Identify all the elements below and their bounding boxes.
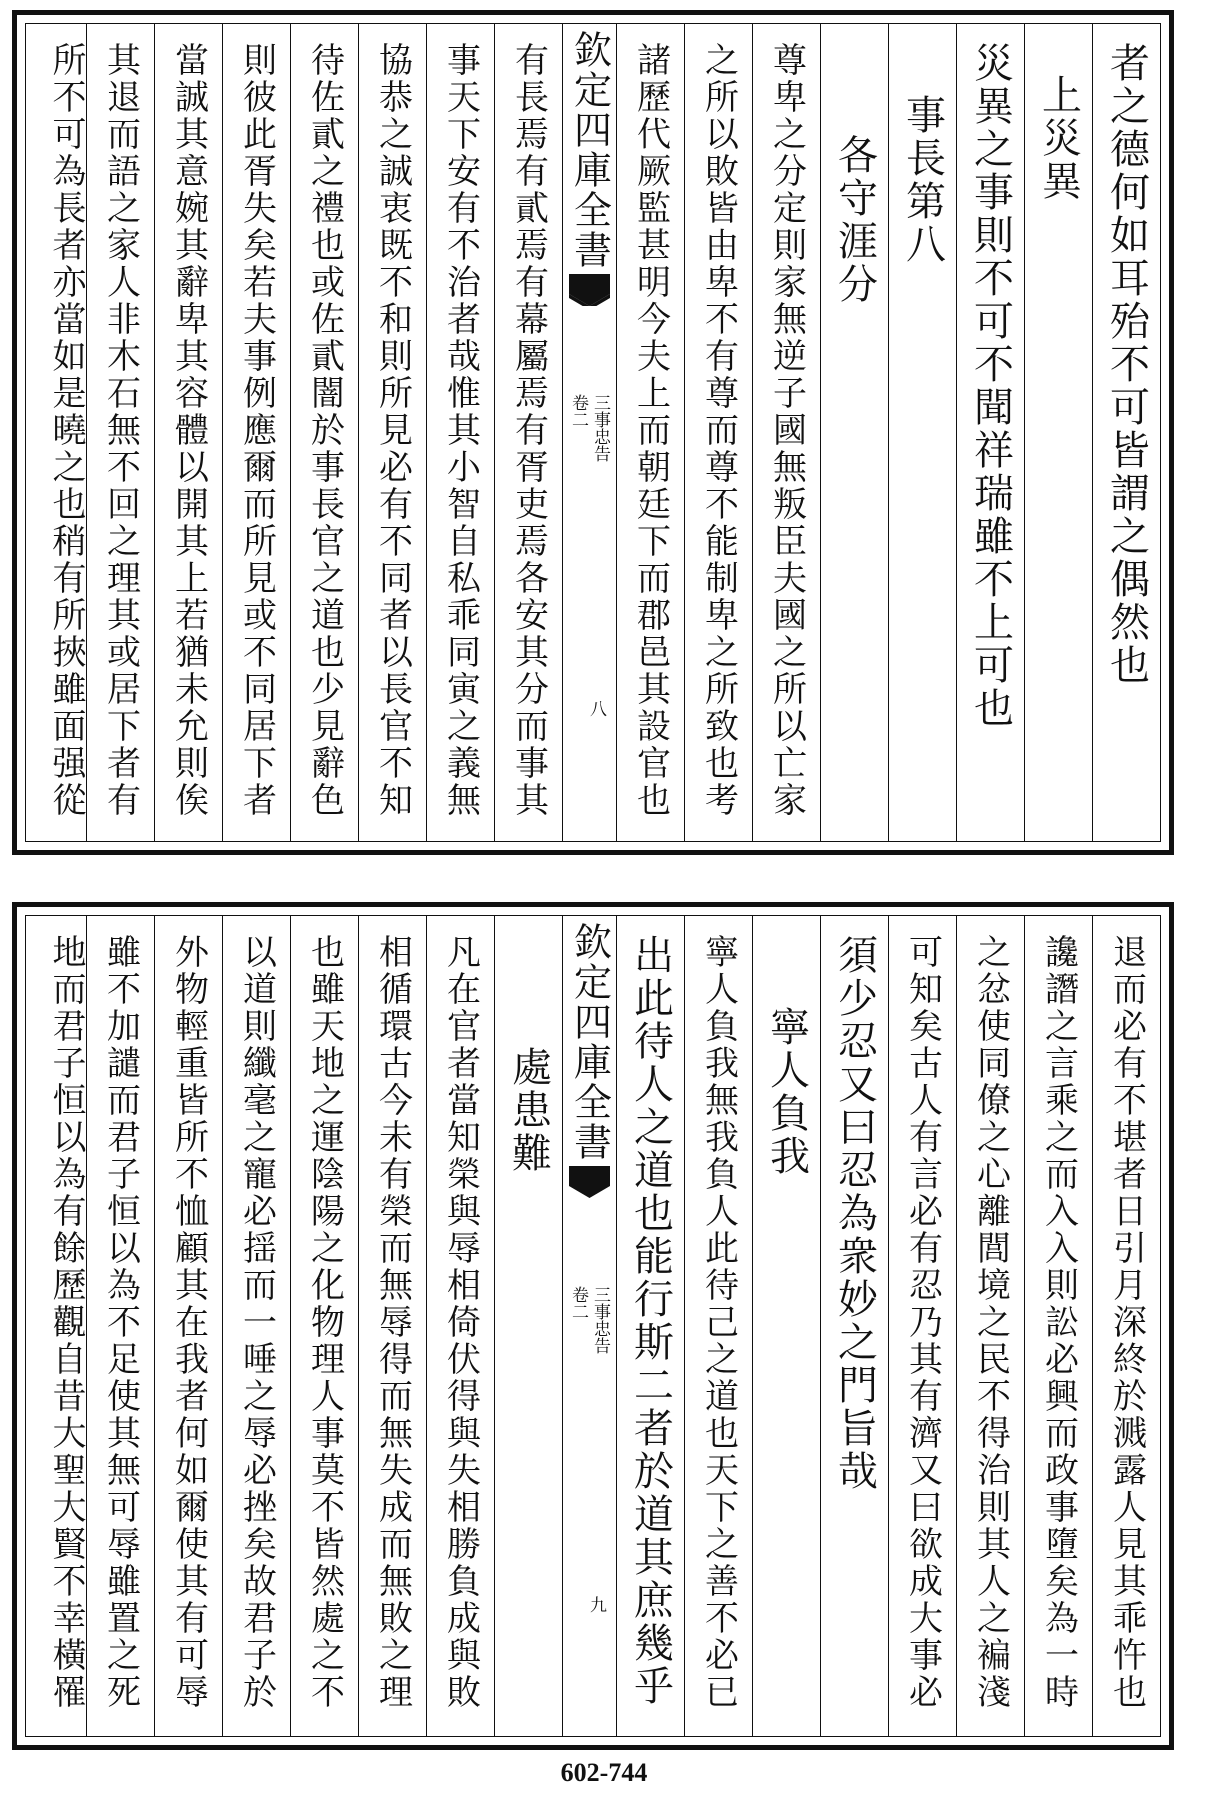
text-column: [820, 916, 888, 1736]
book-name-label: 三事忠告: [590, 1286, 610, 1354]
text-column: [86, 916, 154, 1736]
column-text: 地而君子恒以為有餘歷觀自昔大聖大賢不幸橫罹: [46, 934, 86, 1711]
book-name-label: 三事忠告: [590, 394, 610, 462]
text-column: [888, 916, 956, 1736]
fishtail-mark: [569, 1166, 610, 1198]
column-text: 相循環古今未有榮而無辱得而無失成而無敗之理: [372, 934, 413, 1711]
text-column: [358, 24, 426, 841]
text-column: [46, 916, 86, 1736]
text-column: [1092, 916, 1160, 1736]
text-column: [752, 916, 820, 1736]
volume-label: 卷二: [568, 394, 588, 428]
text-column: [426, 916, 494, 1736]
book-title: 欽定四庫全書: [567, 922, 612, 1162]
bottom-page-panel: [12, 902, 1174, 1750]
center-fold-column: [562, 24, 616, 841]
text-column: [290, 24, 358, 841]
fishtail-mark: [569, 274, 610, 306]
column-text: 可知矣古人有言必有忍乃其有濟又曰欲成大事必: [902, 934, 943, 1711]
section-heading: 上災異: [1035, 74, 1082, 203]
text-column: [684, 916, 752, 1736]
column-text: 當誠其意婉其辭卑其容體以開其上若猶未允則俟: [168, 42, 209, 819]
text-column: [1092, 24, 1160, 841]
text-column: [222, 24, 290, 841]
text-column: [684, 24, 752, 841]
column-text: 諸歷代厥監甚明今夫上而朝廷下而郡邑其設官也: [630, 42, 671, 819]
text-column: [888, 24, 956, 841]
text-column: [46, 24, 86, 841]
text-column: [222, 916, 290, 1736]
column-text: 災異之事則不可不聞祥瑞雖不上可也: [967, 42, 1014, 730]
column-text: 則彼此胥失矣若夫事例應爾而所見或不同居下者: [236, 42, 277, 819]
column-text: 待佐貳之禮也或佐貳闇於事長官之道也少見辭色: [304, 42, 345, 819]
top-page-columns: [26, 24, 1160, 841]
volume-label: 卷二: [568, 1286, 588, 1320]
section-heading: 各守涯分: [831, 134, 878, 306]
column-text: 所不可為長者亦當如是曉之也稍有所挾雖面强從: [46, 42, 86, 819]
folio-number: 八: [586, 700, 606, 717]
text-column: [1024, 916, 1092, 1736]
column-text: 退而必有不堪者日引月深終於溅露人見其乖忤也: [1106, 934, 1147, 1711]
column-text: 凡在官者當知榮與辱相倚伏得與失相勝負成與敗: [440, 934, 481, 1711]
text-column: [358, 916, 426, 1736]
book-title: 欽定四庫全書: [567, 30, 612, 270]
text-column: [956, 24, 1024, 841]
text-column: [154, 24, 222, 841]
column-text: 寧人負我無我負人此待己之道也天下之善不必已: [698, 934, 739, 1711]
column-text: 讒譖之言乘之而入入則訟必興而政事墮矣為一時: [1038, 934, 1079, 1711]
bottom-page-columns: [26, 916, 1160, 1736]
folio-number: 九: [586, 1596, 606, 1613]
column-text: 者之德何如耳殆不可皆謂之偶然也: [1103, 42, 1150, 687]
text-column: [494, 24, 562, 841]
center-fold-column: [562, 916, 616, 1736]
text-column: [426, 24, 494, 841]
column-text: 以道則纖毫之寵必揺而一唾之辱必挫矣故君子於: [236, 934, 277, 1711]
column-text: 之忿使同僚之心離閭境之民不得治則其人之褊淺: [970, 934, 1011, 1711]
column-text: 須少忍又曰忍為衆妙之門旨哉: [831, 934, 878, 1493]
page-code: 602-744: [560, 1758, 648, 1787]
text-column: [616, 916, 684, 1736]
column-text: 有長焉有貳焉有幕屬焉有胥吏焉各安其分而事其: [508, 42, 549, 819]
bottom-page-frame: [25, 915, 1161, 1737]
section-heading: 寧人負我: [763, 1006, 810, 1178]
text-column: [494, 916, 562, 1736]
column-text: 事天下安有不治者哉惟其小智自私乖同寅之義無: [440, 42, 481, 819]
column-text: 協恭之誠衷既不和則所見必有不同者以長官不知: [372, 42, 413, 819]
column-text: 其退而語之家人非木石無不回之理其或居下者有: [100, 42, 141, 819]
chapter-heading: 事長第八: [899, 94, 946, 266]
section-heading: 處患難: [505, 1046, 552, 1175]
text-column: [154, 916, 222, 1736]
column-text: 之所以敗皆由卑不有尊而尊不能制卑之所致也考: [698, 42, 739, 819]
column-text: 外物輕重皆所不恤顧其在我者何如爾使其有可辱: [168, 934, 209, 1711]
text-column: [752, 24, 820, 841]
text-column: [290, 916, 358, 1736]
top-page-panel: [12, 10, 1174, 855]
column-text: 出此待人之道也能行斯二者於道其庶幾乎: [627, 934, 674, 1708]
column-text: 雖不加譴而君子恒以為不足使其無可辱雖置之死: [100, 934, 141, 1711]
top-page-frame: [25, 23, 1161, 842]
text-column: [86, 24, 154, 841]
column-text: 尊卑之分定則家無逆子國無叛臣夫國之所以亡家: [766, 42, 807, 819]
text-column: [616, 24, 684, 841]
column-text: 也雖天地之運陰陽之化物理人事莫不皆然處之不: [304, 934, 345, 1711]
text-column: [1024, 24, 1092, 841]
text-column: [956, 916, 1024, 1736]
text-column: [820, 24, 888, 841]
